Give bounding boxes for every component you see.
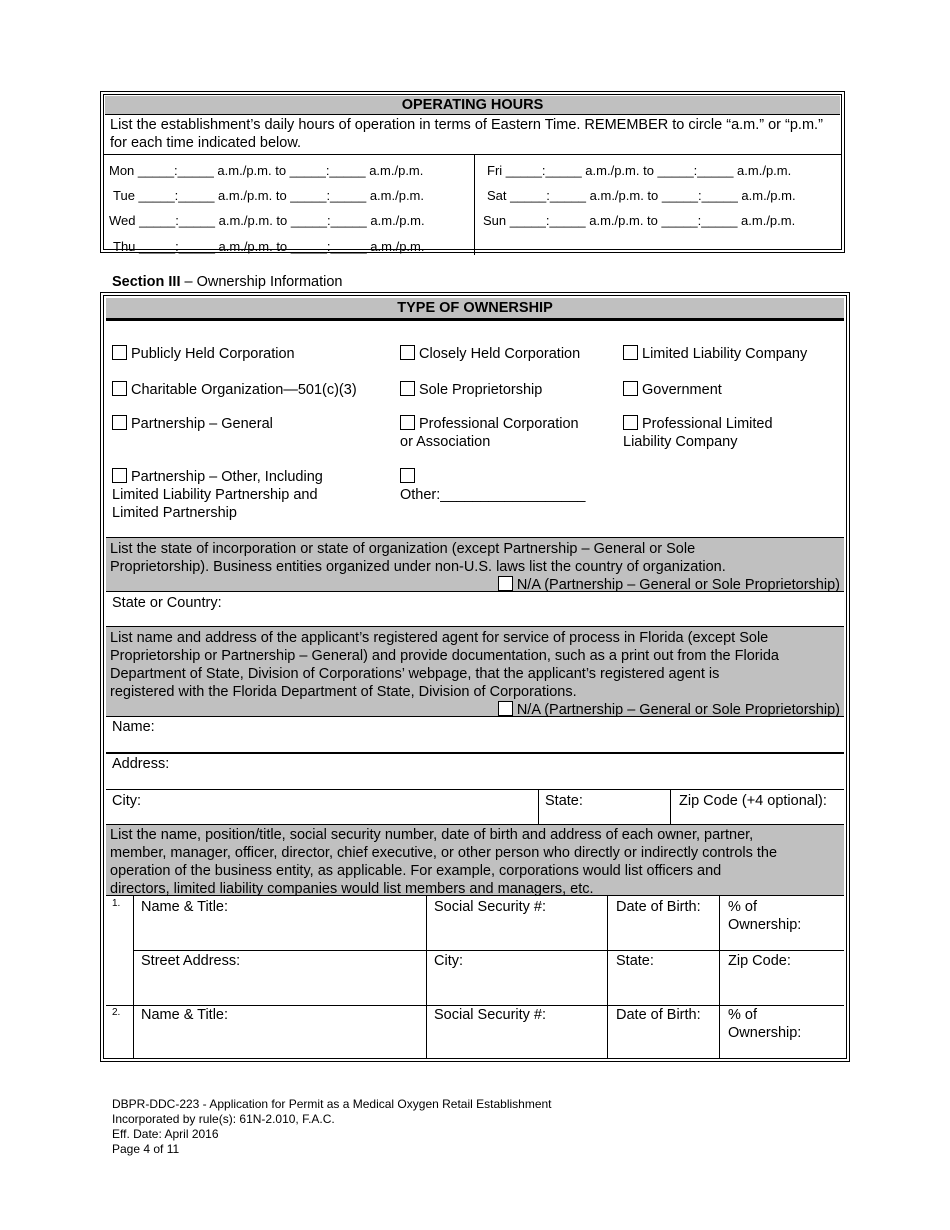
option-closely-held[interactable]: Closely Held Corporation bbox=[400, 345, 580, 363]
hours-sunday[interactable]: Sun _____:_____ a.m./p.m. to _____:_____ a.m./p.m. bbox=[483, 213, 796, 228]
divider bbox=[426, 895, 427, 1060]
checkbox-icon[interactable] bbox=[498, 701, 513, 716]
hours-left-column bbox=[104, 155, 475, 255]
checkbox-icon[interactable] bbox=[400, 415, 415, 430]
section-name: – Ownership Information bbox=[180, 274, 343, 290]
option-government[interactable]: Government bbox=[623, 381, 722, 399]
ownership-header: TYPE OF OWNERSHIP bbox=[106, 298, 844, 321]
checkbox-icon[interactable] bbox=[112, 415, 127, 430]
option-professional-corporation[interactable]: Professional Corporation or Association bbox=[400, 416, 579, 450]
option-partnership-general[interactable]: Partnership – General bbox=[112, 415, 273, 433]
option-other[interactable]: Other:__________________ bbox=[400, 468, 585, 504]
operating-hours-grid bbox=[104, 155, 841, 255]
operating-hours-intro: List the establishment’s daily hours of operation in terms of Eastern Time. REMEMBER to circle “a.m.” or “p.m.” for each time indicated below. bbox=[104, 115, 841, 155]
agent-instructions: List name and address of the applicant’s registered agent for service of process in Florida (except Sole Proprietorship or Partnership – General) and provide documentation, such as a print out from the Florida Department of State, Division of Corporations’ webpage, that the applicant’s registered agent is registered with the Florida Department of State, Division of Corporations. N/A (Partnership – General or Sole Proprietorship) bbox=[106, 627, 844, 716]
agent-na-option[interactable]: N/A (Partnership – General or Sole Proprietorship) bbox=[110, 701, 840, 719]
operating-hours-box bbox=[100, 91, 845, 253]
hours-thursday[interactable]: Thu _____:_____ a.m./p.m. to _____:_____ a.m./p.m. bbox=[113, 239, 425, 254]
agent-address-field[interactable]: Address: bbox=[112, 756, 170, 772]
owner-2-dob[interactable]: Date of Birth: bbox=[616, 1007, 701, 1023]
owner-1-zip[interactable]: Zip Code: bbox=[728, 953, 791, 969]
page-number: Page 4 of 11 bbox=[112, 1142, 180, 1156]
option-charitable[interactable]: Charitable Organization—501(c)(3) bbox=[112, 381, 357, 399]
owner-1-state[interactable]: State: bbox=[616, 953, 654, 969]
owner-2-ssn[interactable]: Social Security #: bbox=[434, 1007, 547, 1023]
section-number: Section III bbox=[112, 274, 181, 290]
checkbox-icon[interactable] bbox=[400, 345, 415, 360]
divider bbox=[133, 950, 844, 951]
state-or-country-field[interactable]: State or Country: bbox=[112, 595, 222, 611]
option-llc[interactable]: Limited Liability Company bbox=[623, 345, 807, 363]
owner-1-dob[interactable]: Date of Birth: bbox=[616, 899, 701, 915]
divider bbox=[106, 895, 844, 896]
option-partnership-other[interactable]: Partnership – Other, Including Limited Liability Partnership and Limited Partnership bbox=[112, 469, 323, 521]
owner-2-ownership-pct[interactable]: % of Ownership: bbox=[728, 1007, 802, 1041]
hours-monday[interactable]: Mon _____:_____ a.m./p.m. to _____:_____ a.m./p.m. bbox=[109, 163, 424, 178]
agent-state-field[interactable]: State: bbox=[545, 793, 583, 809]
checkbox-icon[interactable] bbox=[400, 468, 415, 483]
rule-reference: Incorporated by rule(s): 61N-2.010, F.A.C. bbox=[112, 1112, 335, 1126]
agent-name-field[interactable]: Name: bbox=[112, 719, 155, 735]
owners-instructions: List the name, position/title, social security number, date of birth and address of each owner, partner, member, manager, officer, director, chief executive, or other person who directly or indirectly controls the operation of the business entity, as applicable. For example, corporations would list officers and directors, limited liability companies would list members and managers, etc. bbox=[106, 825, 844, 895]
state-instructions: List the state of incorporation or state of organization (except Partnership – General or Sole Proprietorship). Business entities organized under non-U.S. laws list the country of organization. N/A (Partnership – General or Sole Proprietorship) bbox=[106, 538, 844, 591]
page-footer bbox=[112, 1097, 552, 1157]
section-title bbox=[112, 274, 343, 290]
owner-2-name-title[interactable]: Name & Title: bbox=[141, 1007, 229, 1023]
ownership-box bbox=[100, 292, 850, 1062]
owner-number: 2. bbox=[112, 1007, 121, 1018]
effective-date: Eff. Date: April 2016 bbox=[112, 1127, 219, 1141]
divider bbox=[719, 895, 720, 1060]
state-na-option[interactable]: N/A (Partnership – General or Sole Proprietorship) bbox=[110, 576, 840, 594]
checkbox-icon[interactable] bbox=[498, 576, 513, 591]
divider bbox=[133, 895, 134, 1060]
option-publicly-held[interactable]: Publicly Held Corporation bbox=[112, 345, 295, 363]
checkbox-icon[interactable] bbox=[623, 381, 638, 396]
divider bbox=[670, 789, 671, 824]
checkbox-icon[interactable] bbox=[623, 345, 638, 360]
checkbox-icon[interactable] bbox=[112, 468, 127, 483]
hours-wednesday[interactable]: Wed _____:_____ a.m./p.m. to _____:_____ a.m./p.m. bbox=[109, 213, 425, 228]
owner-number: 1. bbox=[112, 898, 121, 909]
option-professional-llc[interactable]: Professional Limited Liability Company bbox=[623, 416, 773, 450]
owner-1-street[interactable]: Street Address: bbox=[141, 953, 241, 969]
form-title: DBPR-DDC-223 - Application for Permit as a Medical Oxygen Retail Establishment bbox=[112, 1097, 552, 1111]
divider bbox=[106, 752, 844, 754]
divider bbox=[106, 716, 844, 717]
hours-right-column bbox=[475, 155, 841, 255]
divider bbox=[607, 895, 608, 1060]
checkbox-icon[interactable] bbox=[400, 381, 415, 396]
hours-friday[interactable]: Fri _____:_____ a.m./p.m. to _____:_____ a.m./p.m. bbox=[487, 163, 792, 178]
divider bbox=[538, 789, 539, 824]
owner-1-ownership-pct[interactable]: % of Ownership: bbox=[728, 899, 802, 933]
hours-tuesday[interactable]: Tue _____:_____ a.m./p.m. to _____:_____ a.m./p.m. bbox=[113, 188, 424, 203]
owner-1-name-title[interactable]: Name & Title: bbox=[141, 899, 229, 915]
owner-1-city[interactable]: City: bbox=[434, 953, 463, 969]
divider bbox=[106, 789, 844, 790]
agent-zip-field[interactable]: Zip Code (+4 optional): bbox=[679, 793, 827, 809]
divider bbox=[106, 591, 844, 592]
option-sole-proprietorship[interactable]: Sole Proprietorship bbox=[400, 381, 542, 399]
checkbox-icon[interactable] bbox=[112, 381, 127, 396]
checkbox-icon[interactable] bbox=[112, 345, 127, 360]
hours-saturday[interactable]: Sat _____:_____ a.m./p.m. to _____:_____ a.m./p.m. bbox=[487, 188, 796, 203]
operating-hours-header: OPERATING HOURS bbox=[105, 96, 840, 115]
owner-1-ssn[interactable]: Social Security #: bbox=[434, 899, 547, 915]
agent-city-field[interactable]: City: bbox=[112, 793, 141, 809]
checkbox-icon[interactable] bbox=[623, 415, 638, 430]
